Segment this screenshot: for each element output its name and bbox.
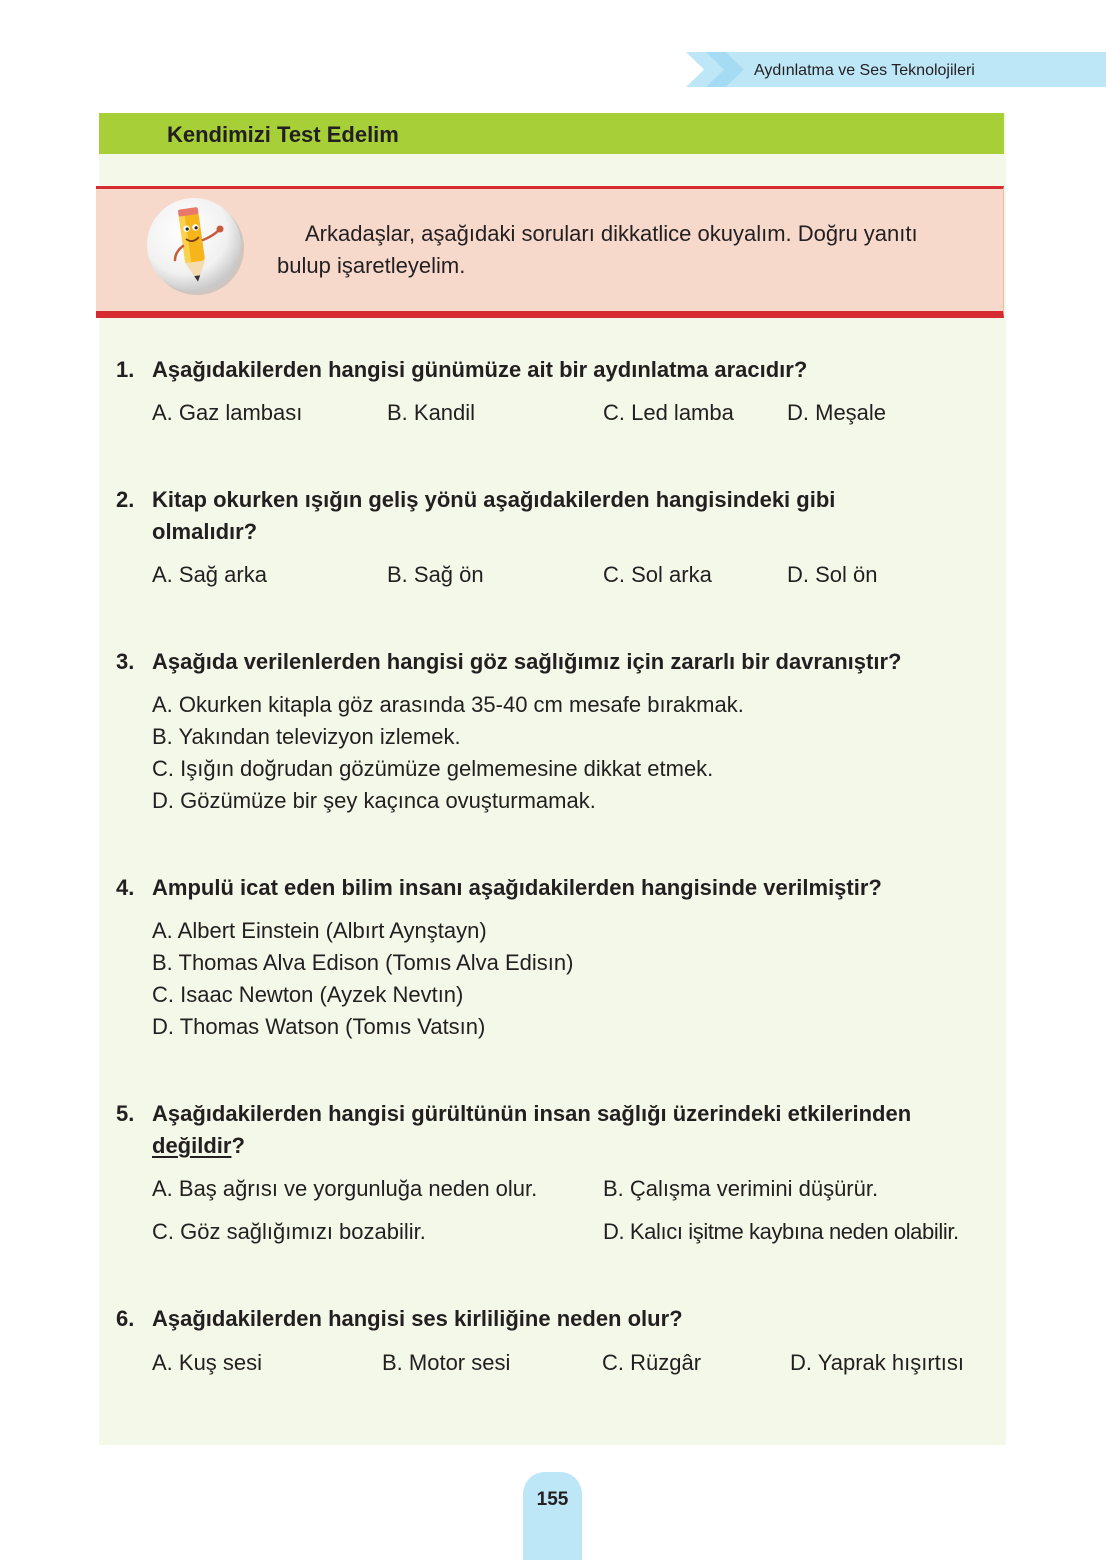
emphasis-word: değildir [152,1133,232,1158]
q4-option-d[interactable]: D. Thomas Watson (Tomıs Vatsın) [152,1014,486,1039]
question-text: Ampulü icat eden bilim insanı aşağıdakilerden hangisinde verilmiştir? [152,875,882,900]
q3-option-c[interactable]: C. Işığın doğrudan gözümüze gelmemesine dikkat etmek. [152,756,714,781]
q6-option-c[interactable]: C. Rüzgâr [602,1350,702,1375]
question-text [152,1098,1002,1162]
question-number: 2. [116,487,135,512]
q2-option-b[interactable]: B. Sağ ön [387,562,484,587]
pencil-mascot-icon [145,196,245,296]
question-text: Aşağıdakilerden hangisi ses kirliliğine neden olur? [152,1306,683,1331]
q2-option-a[interactable]: A. Sağ arka [152,562,267,587]
q3-option-b[interactable]: B. Yakından televizyon izlemek. [152,724,461,749]
q3-option-d[interactable]: D. Gözümüze bir şey kaçınca ovuşturmamak. [152,788,596,813]
q6-option-b[interactable]: B. Motor sesi [382,1350,511,1375]
q1-option-b[interactable]: B. Kandil [387,400,476,425]
question-number: 5. [116,1101,135,1126]
q2-option-d[interactable]: D. Sol ön [787,562,878,587]
question-text-line-1: Kitap okurken ışığın geliş yönü aşağıdakilerden hangisindeki gibi [152,487,836,512]
question-number: 1. [116,357,135,382]
question-number: 6. [116,1306,135,1331]
page-title: Kendimizi Test Edelim [167,122,399,147]
question-number: 3. [116,649,135,674]
q4-option-c[interactable]: C. Isaac Newton (Ayzek Nevtın) [152,982,464,1007]
q3-option-a[interactable]: A. Okurken kitapla göz arasında 35-40 cm mesafe bırakmak. [152,692,744,717]
q1-option-d[interactable]: D. Meşale [787,400,887,425]
page-number: 155 [536,1489,569,1510]
question-text: Aşağıdakilerden hangisi günümüze ait bir aydınlatma aracıdır? [152,357,808,382]
q4-option-a[interactable]: A. Albert Einstein (Albırt Aynştayn) [152,918,487,943]
q5-option-c[interactable]: C. Göz sağlığımızı bozabilir. [152,1219,426,1244]
q6-option-d[interactable]: D. Yaprak hışırtısı [790,1350,965,1375]
question-text: Aşağıda verilenlerden hangisi göz sağlığımız için zararlı bir davranıştır? [152,649,902,674]
section-title: Aydınlatma ve Ses Teknolojileri [754,62,975,79]
q1-option-c[interactable]: C. Led lamba [603,400,734,425]
question-text-line-2: olmalıdır? [152,519,258,544]
q4-option-b[interactable]: B. Thomas Alva Edison (Tomıs Alva Edisın) [152,950,574,975]
question-text [152,484,1002,548]
question-number: 4. [116,875,135,900]
q5-option-b[interactable]: B. Çalışma verimini düşürür. [603,1176,879,1201]
q2-option-c[interactable]: C. Sol arka [603,562,712,587]
intro-line-2: bulup işaretleyelim. [277,253,466,278]
intro-text [277,218,987,282]
question-mark: ? [231,1133,245,1158]
page-number-tab [523,1472,582,1560]
intro-line-1: Arkadaşlar, aşağıdaki soruları dikkatlice okuyalım. Doğru yanıtı [305,221,918,246]
q1-option-a[interactable]: A. Gaz lambası [152,400,303,425]
q6-option-a[interactable]: A. Kuş sesi [152,1350,263,1375]
q5-option-a[interactable]: A. Baş ağrısı ve yorgunluğa neden olur. [152,1176,538,1201]
question-text-line-1: Aşağıdakilerden hangisi gürültünün insan sağlığı üzerindeki etkilerinden [152,1101,912,1126]
q5-option-d[interactable]: D. Kalıcı işitme kaybına neden olabilir. [603,1219,959,1244]
